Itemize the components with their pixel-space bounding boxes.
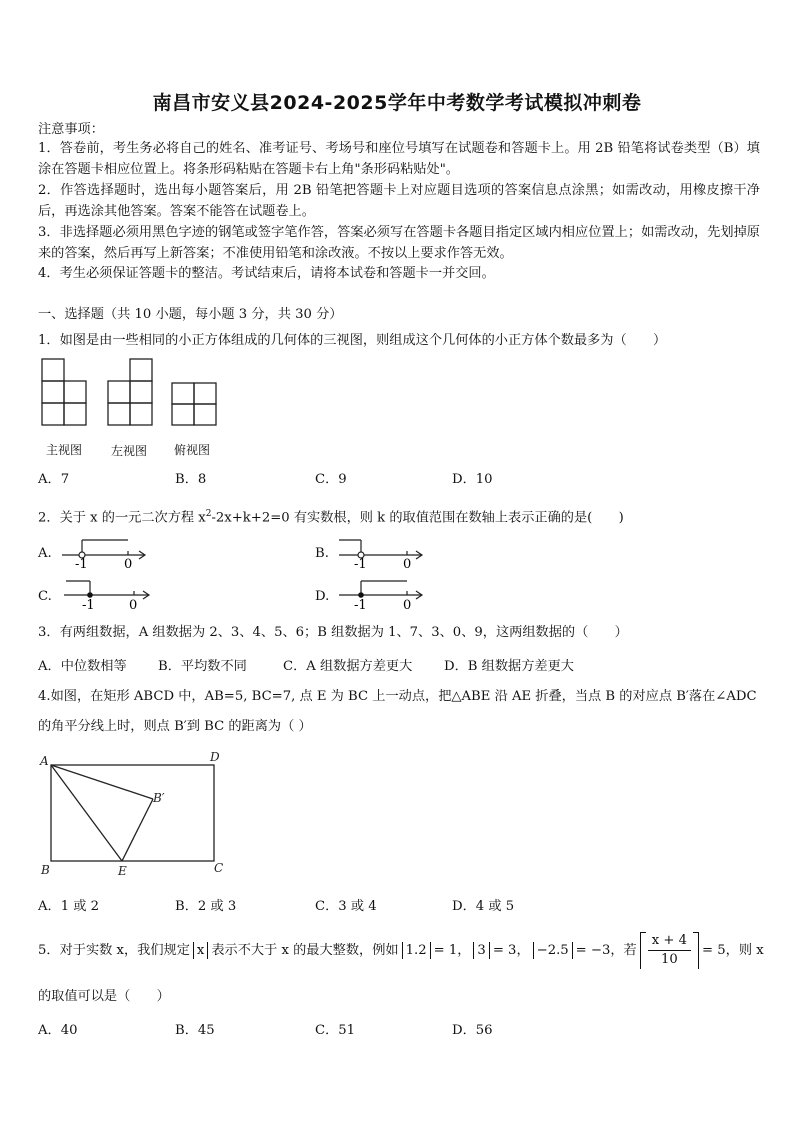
front-view-cell [64,403,86,425]
q2-option-a-label[interactable]: A. [38,546,52,561]
floor-bracket: 1.2 [402,942,431,959]
q1-view-label-front: 主视图 [46,443,83,457]
front-view-cell [64,381,86,403]
left-view-cell [130,359,152,381]
q1-stem: 1．如图是由一些相同的小正方体组成的几何体的三视图，则组成这个几何体的小正方体个数最多为（ ） [38,333,667,348]
note-item-2: 2．作答选择题时，选出每小题答案后，用 2B 铅笔把答题卡上对应题目选项的答案信息点涂黑；如需改动，用橡皮擦干净后，再选涂其他答案。答案不能答在试题卷上。 [38,183,760,219]
q5-option-d[interactable]: D．56 [452,1023,493,1038]
point-label-c: C [214,861,224,875]
q5-option-a[interactable]: A．40 [38,1023,78,1038]
floor-bracket: 3 [473,942,489,959]
floor-bracket: x [193,942,208,959]
rectangle-abcd [51,765,214,861]
q5-option-b[interactable]: B．45 [175,1023,215,1038]
tick-label: -1 [354,557,367,571]
fraction-numerator: x + 4 [648,932,691,951]
q5-stem-line1: 5．对于实数 x，我们规定 x 表示不大于 x 的最大整数，例如 1.2 = 1， 3 = 3， −2.5 = −3，若 $\frac{x + 4}{10}$ = 5，则 x [38,932,764,967]
front-view-cell [42,381,64,403]
tick-label: 0 [129,598,138,612]
q4-option-b[interactable]: B．2 或 3 [175,899,237,914]
fraction-denominator: 10 [660,951,678,967]
tick-label: 0 [403,598,412,612]
tick-label: -1 [354,598,367,612]
point-label-a: A [40,754,49,768]
section-heading: 一、选择题（共 10 小题，每小题 3 分，共 30 分） [38,307,343,322]
q5-stem-line2: 的取值可以是（ ） [38,989,170,1004]
q1-option-d[interactable]: D．10 [452,472,493,487]
point-label-e: E [118,864,127,878]
q2-option-c-number-line[interactable] [60,578,154,612]
segment-ae [51,765,122,861]
tick-label: -1 [75,557,88,571]
q1-view-label-top: 俯视图 [174,443,211,457]
floor-bracket: −2.5 [533,942,573,959]
q4-option-c[interactable]: C．3 或 4 [315,899,377,914]
q4-stem-line1: 4.如图，在矩形 ABCD 中，AB=5, BC=7, 点 E 为 BC 上一动点，把△ABE 沿 AE 折叠，当点 B 的对应点 B′落在∠ADC [38,689,757,704]
top-view-cell [172,383,194,404]
q1-option-a[interactable]: A．7 [38,472,70,487]
q1-option-c[interactable]: C．9 [315,472,347,487]
q4-option-a[interactable]: A．1 或 2 [38,899,100,914]
q2-option-d-label[interactable]: D. [315,589,330,604]
segment-b-prime-e [122,799,153,861]
top-view-cell [194,404,216,425]
tick-label: 0 [124,557,133,571]
q1-view-label-left: 左视图 [111,444,148,458]
point-label-b: B [41,863,50,877]
segment-ab-prime [51,765,153,799]
note-item-1: 1．答卷前，考生务必将自己的姓名、准考证号、考场号和座位号填写在试题卷和答题卡上。用 2B 铅笔将试卷类型（B）填涂在答题卡相应位置上。将条形码粘贴在答题卡右上角"条形码粘贴处"。 [38,141,760,177]
notes-heading: 注意事项： [38,122,104,137]
q5-option-c[interactable]: C．51 [315,1023,356,1038]
tick-label: -1 [82,598,95,612]
q4-option-d[interactable]: D．4 或 5 [452,899,515,914]
left-view-cell [108,403,130,425]
tick-label: 0 [403,557,412,571]
q3-option-c[interactable]: C．A 组数据方差更大 [283,659,413,674]
q3-stem: 3．有两组数据，A 组数据为 2、3、4、5、6；B 组数据为 1、7、3、0、9，这两组数据的（ ） [38,625,628,640]
q2-option-b-label[interactable]: B. [315,546,329,561]
q2-option-c-label[interactable]: C. [38,589,52,604]
fraction [648,932,691,969]
note-item-4: 4．考生必须保证答题卡的整洁。考试结束后，请将本试卷和答题卡一并交回。 [38,266,495,281]
point-label-b-prime: B′ [153,791,165,805]
page-title: 南昌市安义县2024-2025学年中考数学考试模拟冲刺卷 [152,92,642,114]
q3-option-b[interactable]: B．平均数不同 [158,659,247,674]
q3-option-d[interactable]: D．B 组数据方差更大 [444,659,574,674]
q4-stem-line2: 的角平分线上时，则点 B′到 BC 的距离为（ ） [38,719,312,734]
q1-option-b[interactable]: B．8 [175,472,207,487]
left-view-cell [108,381,130,403]
top-view-cell [172,404,194,425]
floor-bracket-fraction [640,932,699,969]
front-view-cell [42,359,64,381]
q4-rectangle-figure [34,748,234,880]
q2-option-b-number-line[interactable] [337,537,427,571]
q2-option-a-number-line[interactable] [60,537,150,571]
q2-option-d-number-line[interactable] [337,578,427,612]
top-view-cell [194,383,216,404]
point-label-d: D [210,750,220,764]
note-item-3: 3．非选择题必须用黑色字迹的钢笔或签字笔作答，答案必须写在答题卡各题目指定区域内相应位置上；如需改动，先划掉原来的答案，然后再写上新答案；不准使用铅笔和涂改液。不按以上要求作答无效。 [38,225,760,261]
q2-stem: 2．关于 x 的一元二次方程 $x^2-2x+k+2=0$ 有实数根，则 k 的取值范围在数轴上表示正确的是( ) [38,509,624,526]
q3-option-a[interactable]: A．中位数相等 [38,659,127,674]
left-view-cell [130,403,152,425]
left-view-cell [130,381,152,403]
front-view-cell [42,403,64,425]
